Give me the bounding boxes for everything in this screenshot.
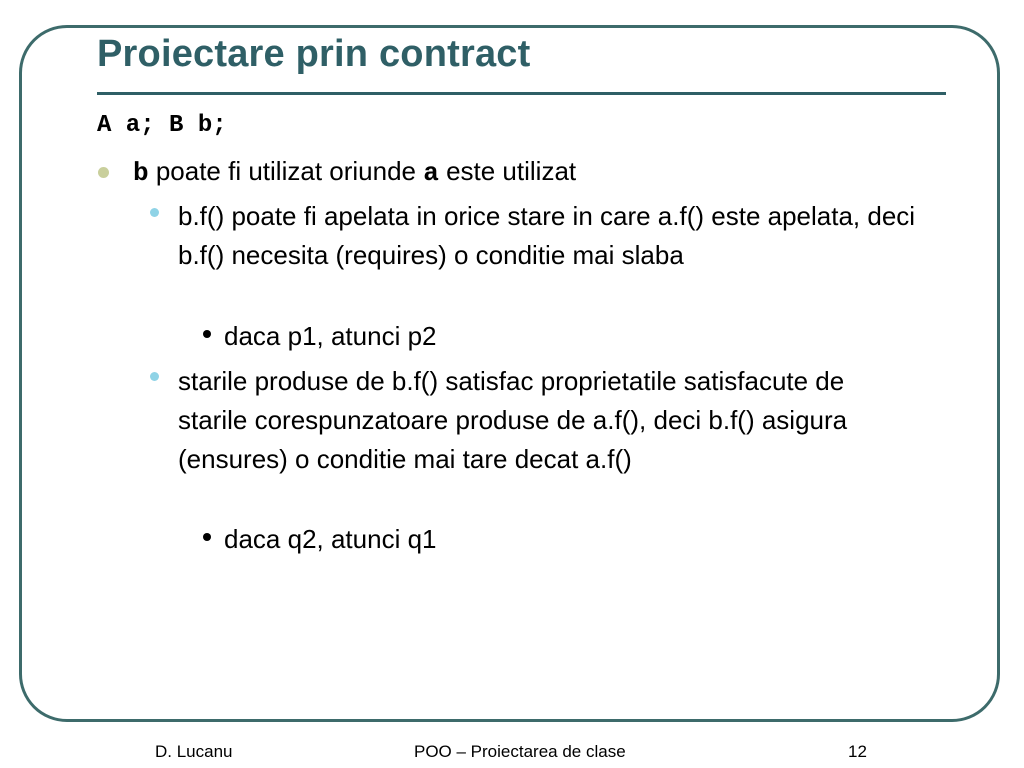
- footer-page-number: 12: [848, 742, 867, 761]
- bullet-level1-icon: [98, 167, 109, 178]
- bullet-level1: [133, 156, 576, 188]
- title-underline: [97, 92, 946, 95]
- sub-sub-bullet-p: daca p1, atunci p2: [224, 321, 437, 351]
- bullet-level2-icon: [150, 208, 159, 217]
- bullet-level3-icon: [203, 533, 211, 541]
- code-declaration: A a; B b;: [97, 112, 227, 139]
- sub-sub-bullet-q: daca q2, atunci q1: [224, 524, 437, 554]
- footer-author: D. Lucanu: [155, 742, 233, 761]
- bullet-level3-icon: [203, 330, 211, 338]
- code-a: a: [423, 158, 439, 188]
- sub-bullet-ensures: starile produse de b.f() satisfac proprietatile satisfacute de starile corespunzatoare produse de a.f(), deci b.f() asigura (ensures) o conditie mai tare decat a.f(): [178, 366, 848, 474]
- bullet-level1-text-mid: poate fi utilizat oriunde: [148, 156, 424, 186]
- footer-course: POO – Proiectarea de clase: [414, 742, 626, 761]
- slide-title: Proiectare prin contract: [97, 33, 531, 75]
- bullet-level2-icon: [150, 372, 159, 381]
- sub-bullet-requires: b.f() poate fi apelata in orice stare in care a.f() este apelata, deci b.f() necesita (requires) o conditie mai slaba: [178, 201, 916, 270]
- bullet-level1-text-end: este utilizat: [438, 156, 577, 186]
- code-b: b: [133, 158, 149, 188]
